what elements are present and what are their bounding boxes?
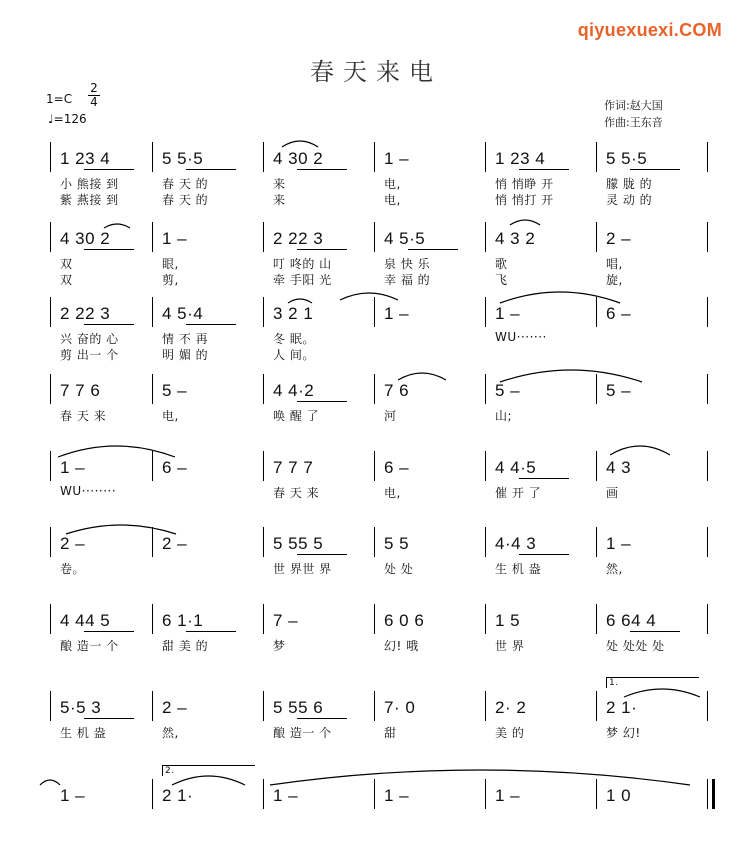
- eighth-beam: [297, 169, 347, 170]
- measure: [162, 785, 193, 807]
- slur-arc: [340, 293, 398, 300]
- lyric-syllables: 酿 造一 个: [60, 639, 119, 653]
- note-group: 5 –: [162, 381, 188, 400]
- lyric-syllables: 电,: [384, 193, 401, 207]
- lyric-syllables: 梦 幻!: [606, 726, 641, 740]
- measure: [495, 228, 535, 250]
- lyric-syllables: 牵 手阳 光: [273, 273, 332, 287]
- note-group: 4·4 3: [495, 534, 537, 553]
- measure: [384, 533, 409, 555]
- measure: [162, 380, 187, 402]
- bar-line: [263, 604, 264, 634]
- slur-arc: [624, 689, 700, 697]
- measure: [273, 533, 323, 555]
- song-title: 春天来电: [310, 58, 442, 86]
- measure: [60, 303, 110, 325]
- eighth-beam: [630, 631, 680, 632]
- measure: [60, 697, 101, 719]
- bar-line: [263, 374, 264, 404]
- measure: [60, 533, 85, 555]
- note-group: 1 –: [495, 786, 521, 805]
- bar-line: [596, 691, 597, 721]
- lyric-syllables: 灵 动 的: [606, 193, 653, 207]
- eighth-beam: [297, 249, 347, 250]
- note-group: 5 –: [495, 381, 521, 400]
- lyric-syllables: 冬 眠。: [273, 332, 315, 346]
- lyric-syllables: 紫 燕接 到: [60, 193, 119, 207]
- lyric-syllables: 泉 快 乐: [384, 257, 431, 271]
- slur-arc: [282, 141, 318, 147]
- key-signature: 1=C: [46, 92, 73, 106]
- note-group: 6 64 4: [606, 611, 657, 630]
- slur-arc: [510, 220, 540, 225]
- note-group: 2· 2: [495, 698, 527, 717]
- measure: [384, 610, 424, 632]
- lyric-syllables: 剪,: [162, 273, 179, 287]
- note-group: 7 7 6: [60, 381, 101, 400]
- measure: [495, 457, 536, 479]
- note-group: 1 23 4: [60, 149, 111, 168]
- bar-line: [50, 451, 51, 481]
- note-group: 1 –: [384, 304, 410, 323]
- site-watermark: qiyuexuexi.COM: [577, 20, 722, 40]
- lyric-syllables: 春 天 来: [60, 409, 107, 423]
- note-group: 2 22 3: [60, 304, 111, 323]
- bar-line: [263, 451, 264, 481]
- bar-line: [152, 451, 153, 481]
- lyric-syllables: WU········: [60, 484, 117, 498]
- measure: [273, 148, 323, 170]
- note-group: 4 30 2: [273, 149, 324, 168]
- eighth-beam: [630, 169, 680, 170]
- note-group: 5 5: [384, 534, 410, 553]
- bar-line: [596, 222, 597, 252]
- bar-line: [152, 297, 153, 327]
- bar-line: [596, 527, 597, 557]
- measure: [384, 785, 409, 807]
- lyric-syllables: WU·······: [495, 330, 547, 344]
- lyric-syllables: 甜: [384, 726, 397, 740]
- bar-line: [50, 527, 51, 557]
- lyric-syllables: 兴 奋的 心: [60, 332, 119, 346]
- note-group: 4 3: [606, 458, 632, 477]
- note-group: 1 0: [606, 786, 632, 805]
- slur-arc: [500, 292, 620, 303]
- lyric-syllables: 春 天 的: [162, 193, 209, 207]
- lyric-syllables: 情 不 再: [162, 332, 209, 346]
- lyric-syllables: 甜 美 的: [162, 639, 209, 653]
- lyric-syllables: 催 开 了: [495, 486, 542, 500]
- note-group: 5 –: [606, 381, 632, 400]
- slur-arc: [172, 776, 245, 785]
- measure: [60, 457, 85, 479]
- eighth-beam: [408, 249, 458, 250]
- measure: [606, 697, 637, 719]
- bar-line: [485, 222, 486, 252]
- measure: [162, 457, 187, 479]
- measure: [606, 148, 647, 170]
- note-group: 7 7 7: [273, 458, 314, 477]
- bar-line: [485, 779, 486, 809]
- bar-line: [596, 451, 597, 481]
- lyricist: 作词:赵大国: [604, 99, 663, 112]
- bar-line: [707, 451, 708, 481]
- lyric-syllables: 世 界: [495, 639, 525, 653]
- bar-line: [596, 374, 597, 404]
- note-group: 1 –: [60, 458, 86, 477]
- bar-line: [596, 142, 597, 172]
- lyric-syllables: 小 熊接 到: [60, 177, 119, 191]
- eighth-beam: [84, 718, 134, 719]
- bar-line: [374, 451, 375, 481]
- bar-line: [374, 222, 375, 252]
- lyric-syllables: 眼,: [162, 257, 179, 271]
- bar-line: [485, 142, 486, 172]
- bar-line: [50, 691, 51, 721]
- bar-line: [707, 142, 708, 172]
- lyric-syllables: 悄 悄睁 开: [495, 177, 554, 191]
- bar-line: [485, 691, 486, 721]
- note-group: 2 –: [606, 229, 632, 248]
- bar-line: [374, 297, 375, 327]
- composer: 作曲:王东音: [604, 116, 663, 129]
- note-group: 2 –: [60, 534, 86, 553]
- bar-line: [707, 297, 708, 327]
- note-group: 1 –: [384, 786, 410, 805]
- note-group: 5 5·5: [606, 149, 648, 168]
- lyric-syllables: 电,: [162, 409, 179, 423]
- lyric-syllables: 卷。: [60, 562, 86, 576]
- bar-line: [707, 779, 708, 809]
- bar-line: [374, 527, 375, 557]
- lyric-syllables: 唱,: [606, 257, 623, 271]
- bar-line: [596, 604, 597, 634]
- measure: [606, 533, 631, 555]
- lyric-syllables: 朦 胧 的: [606, 177, 653, 191]
- eighth-beam: [186, 169, 236, 170]
- bar-line: [374, 374, 375, 404]
- note-group: 1 –: [273, 786, 299, 805]
- bar-line: [152, 604, 153, 634]
- lyric-syllables: 处 处: [384, 562, 414, 576]
- measure: [162, 697, 187, 719]
- bar-line: [152, 691, 153, 721]
- note-group: 3 2 1: [273, 304, 314, 323]
- slur-arc: [610, 446, 670, 455]
- measure: [495, 785, 520, 807]
- note-group: 6 –: [162, 458, 188, 477]
- lyric-syllables: 春 天 的: [162, 177, 209, 191]
- note-group: 6 –: [606, 304, 632, 323]
- bar-line: [50, 604, 51, 634]
- measure: [384, 228, 425, 250]
- bar-line: [263, 779, 264, 809]
- measure: [495, 303, 520, 325]
- lyric-syllables: 旋,: [606, 273, 623, 287]
- bar-line: [374, 142, 375, 172]
- bar-line: [707, 222, 708, 252]
- lyric-syllables: 画: [606, 486, 619, 500]
- lyric-syllables: 然,: [606, 562, 623, 576]
- bar-line: [596, 779, 597, 809]
- bar-line: [485, 604, 486, 634]
- note-group: 4 4·5: [495, 458, 537, 477]
- bar-line: [152, 374, 153, 404]
- final-bar-line: [712, 779, 715, 809]
- tempo-value: =126: [53, 112, 87, 126]
- lyric-syllables: 河: [384, 409, 397, 423]
- eighth-beam: [84, 169, 134, 170]
- tempo-marking: [48, 112, 87, 126]
- measure: [384, 303, 409, 325]
- bar-line: [707, 374, 708, 404]
- note-group: 6 –: [384, 458, 410, 477]
- note-group: 1 –: [495, 304, 521, 323]
- time-numerator: 2: [90, 81, 98, 95]
- note-group: 1 –: [606, 534, 632, 553]
- measure: [495, 148, 545, 170]
- bar-line: [263, 297, 264, 327]
- lyric-syllables: 唤 醒 了: [273, 409, 320, 423]
- time-signature: [88, 82, 100, 109]
- lyric-syllables: 双: [60, 273, 73, 287]
- measure: [384, 457, 409, 479]
- measure: [273, 697, 323, 719]
- lyric-syllables: 双: [60, 257, 73, 271]
- lyric-syllables: 来: [273, 177, 286, 191]
- slur-arc: [40, 780, 60, 785]
- lyric-syllables: 春 天 来: [273, 486, 320, 500]
- lyric-syllables: 电,: [384, 486, 401, 500]
- measure: [60, 380, 100, 402]
- note-group: 5 55 6: [273, 698, 324, 717]
- bar-line: [374, 604, 375, 634]
- eighth-beam: [297, 401, 347, 402]
- lyric-syllables: 世 界世 界: [273, 562, 332, 576]
- note-group: 2 1·: [162, 786, 194, 805]
- lyric-syllables: 生 机 盎: [60, 726, 107, 740]
- eighth-beam: [297, 718, 347, 719]
- bar-line: [50, 297, 51, 327]
- measure: [162, 610, 203, 632]
- measure: [606, 303, 631, 325]
- bar-line: [263, 527, 264, 557]
- volta-bracket: 2.: [162, 765, 255, 776]
- measure: [495, 533, 536, 555]
- bar-line: [485, 297, 486, 327]
- measure: [495, 380, 520, 402]
- note-group: 2 –: [162, 534, 188, 553]
- lyric-syllables: 山;: [495, 409, 513, 423]
- bar-line: [263, 142, 264, 172]
- note-group: 7 –: [273, 611, 299, 630]
- bar-line: [152, 222, 153, 252]
- bar-line: [50, 374, 51, 404]
- measure: [606, 228, 631, 250]
- measure: [60, 148, 110, 170]
- measure: [606, 785, 631, 807]
- bar-line: [485, 374, 486, 404]
- measure: [60, 610, 110, 632]
- bar-line: [263, 691, 264, 721]
- eighth-beam: [84, 249, 134, 250]
- lyric-syllables: 叮 咚的 山: [273, 257, 332, 271]
- measure: [384, 697, 415, 719]
- measure: [384, 380, 409, 402]
- lyric-syllables: 处 处处 处: [606, 639, 665, 653]
- measure: [273, 457, 313, 479]
- note-group: 4 5·5: [384, 229, 426, 248]
- lyric-syllables: 幻! 哦: [384, 639, 419, 653]
- lyric-syllables: 歌: [495, 257, 508, 271]
- note-group: 1 –: [60, 786, 86, 805]
- quarter-note-icon: ♩: [48, 112, 54, 126]
- measure: [606, 457, 631, 479]
- bar-line: [485, 527, 486, 557]
- measure: [162, 228, 187, 250]
- lyric-syllables: 电,: [384, 177, 401, 191]
- measure: [60, 785, 85, 807]
- note-group: 1 5: [495, 611, 521, 630]
- note-group: 7· 0: [384, 698, 416, 717]
- volta-bracket: 1.: [606, 677, 699, 688]
- note-group: 1 23 4: [495, 149, 546, 168]
- eighth-beam: [186, 324, 236, 325]
- bar-line: [152, 527, 153, 557]
- eighth-beam: [186, 631, 236, 632]
- lyric-syllables: 悄 悄打 开: [495, 193, 554, 207]
- measure: [273, 785, 298, 807]
- measure: [606, 380, 631, 402]
- lyric-syllables: 美 的: [495, 726, 525, 740]
- measure: [162, 303, 203, 325]
- measure: [162, 148, 203, 170]
- credits: [604, 97, 663, 131]
- bar-line: [263, 222, 264, 252]
- measure: [495, 610, 520, 632]
- bar-line: [707, 527, 708, 557]
- bar-line: [374, 691, 375, 721]
- note-group: 7 6: [384, 381, 410, 400]
- slur-arc: [398, 373, 446, 380]
- measure: [162, 533, 187, 555]
- eighth-beam: [84, 324, 134, 325]
- lyric-syllables: 梦: [273, 639, 286, 653]
- lyric-syllables: 剪 出一 个: [60, 348, 119, 362]
- note-group: 4 3 2: [495, 229, 536, 248]
- note-group: 6 0 6: [384, 611, 425, 630]
- eighth-beam: [84, 631, 134, 632]
- note-group: 1 –: [162, 229, 188, 248]
- measure: [60, 228, 110, 250]
- note-group: 4 5·4: [162, 304, 204, 323]
- bar-line: [596, 297, 597, 327]
- note-group: 2 22 3: [273, 229, 324, 248]
- measure: [606, 610, 656, 632]
- measure: [273, 380, 314, 402]
- note-group: 1 –: [384, 149, 410, 168]
- note-group: 2 1·: [606, 698, 638, 717]
- bar-line: [152, 779, 153, 809]
- measure: [273, 228, 323, 250]
- eighth-beam: [519, 478, 569, 479]
- time-denominator: 4: [88, 95, 100, 109]
- note-group: 5 5·5: [162, 149, 204, 168]
- bar-line: [374, 779, 375, 809]
- lyric-syllables: 来: [273, 193, 286, 207]
- slur-arc: [270, 770, 690, 785]
- lyric-syllables: 幸 福 的: [384, 273, 431, 287]
- lyric-syllables: 飞: [495, 273, 508, 287]
- note-group: 6 1·1: [162, 611, 204, 630]
- note-group: 4 30 2: [60, 229, 111, 248]
- bar-line: [707, 691, 708, 721]
- eighth-beam: [519, 169, 569, 170]
- measure: [384, 148, 409, 170]
- bar-line: [50, 142, 51, 172]
- eighth-beam: [297, 554, 347, 555]
- lyric-syllables: 然,: [162, 726, 179, 740]
- lyric-syllables: 人 间。: [273, 348, 315, 362]
- lyric-syllables: 明 媚 的: [162, 348, 209, 362]
- measure: [495, 697, 526, 719]
- note-group: 5·5 3: [60, 698, 102, 717]
- bar-line: [485, 451, 486, 481]
- slur-arc: [58, 446, 175, 457]
- note-group: 4 4·2: [273, 381, 315, 400]
- lyric-syllables: 酿 造一 个: [273, 726, 332, 740]
- eighth-beam: [519, 554, 569, 555]
- bar-line: [50, 222, 51, 252]
- lyric-syllables: 生 机 盎: [495, 562, 542, 576]
- bar-line: [152, 142, 153, 172]
- measure: [273, 610, 298, 632]
- note-group: 4 44 5: [60, 611, 111, 630]
- note-group: 2 –: [162, 698, 188, 717]
- bar-line: [707, 604, 708, 634]
- note-group: 5 55 5: [273, 534, 324, 553]
- measure: [273, 303, 313, 325]
